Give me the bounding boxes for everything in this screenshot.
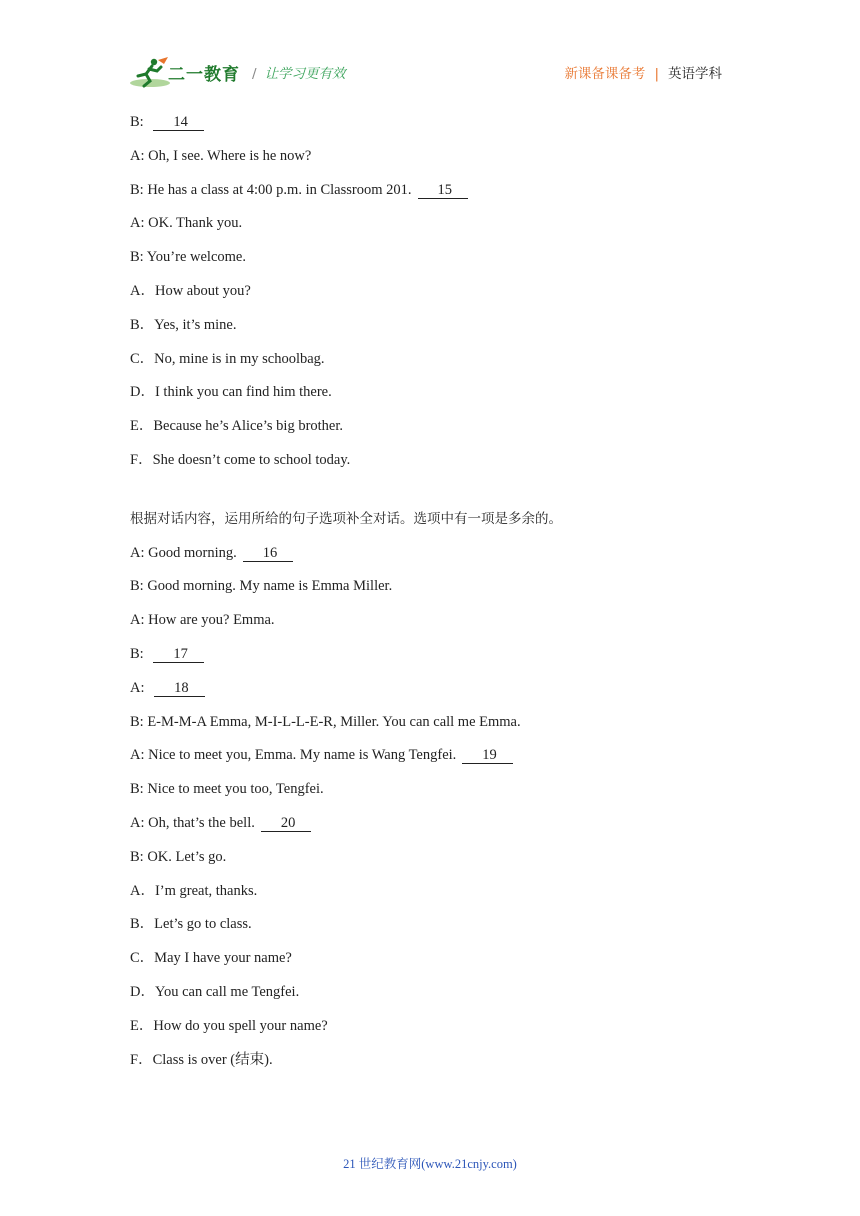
speaker-prefix: B: xyxy=(130,645,148,662)
dialog-line xyxy=(130,178,750,212)
option-item: B．Yes, it’s mine. xyxy=(130,316,237,333)
answer-blank: 16 xyxy=(243,545,294,562)
option-item: B．Let’s go to class. xyxy=(130,916,252,933)
answer-blank: 15 xyxy=(418,182,469,199)
dialog-text: A: Oh, that’s the bell. xyxy=(130,814,255,831)
answer-blank: 20 xyxy=(261,815,312,832)
option-item: C．No, mine is in my schoolbag. xyxy=(130,350,325,367)
dialog-line: B: You’re welcome. xyxy=(130,249,246,266)
header-separator: | xyxy=(654,66,659,82)
answer-blank: 19 xyxy=(462,747,513,764)
header-subject: 英语学科 xyxy=(668,66,722,82)
worksheet-content xyxy=(130,110,750,1081)
dialog-line: A: OK. Thank you. xyxy=(130,215,243,232)
dialog-line: A: How are you? Emma. xyxy=(130,612,275,629)
dialog-line xyxy=(130,811,750,845)
speaker-prefix: B: xyxy=(130,114,148,130)
dialog-line: B: E-M-M-A Emma, M-I-L-L-E-R, Miller. You can call me Emma. xyxy=(130,713,521,730)
dialog-line xyxy=(130,541,750,575)
dialog-text: A: Nice to meet you, Emma. My name is Wang Tengfei. xyxy=(130,747,457,764)
dialog-line xyxy=(130,110,750,144)
dialog-line: A: Oh, I see. Where is he now? xyxy=(130,147,312,164)
header-course-title: 新课备课备考 xyxy=(564,66,646,82)
dialog-line xyxy=(130,676,750,710)
header-right xyxy=(564,62,722,82)
option-item: D．I think you can find him there. xyxy=(130,384,332,401)
section-instruction: 根据对话内容，运用所给的句子选项补全对话。选项中有一项是多余的。 xyxy=(130,510,562,527)
option-item: F．Class is over (结束). xyxy=(130,1051,273,1068)
option-item: E．How do you spell your name? xyxy=(130,1017,328,1034)
option-item: C．May I have your name? xyxy=(130,950,292,967)
slogan-slash: / xyxy=(252,66,257,82)
answer-blank: 17 xyxy=(153,646,204,663)
option-item: F．She doesn’t come to school today. xyxy=(130,451,351,468)
dialog-line xyxy=(130,743,750,777)
dialog-line: B: Good morning. My name is Emma Miller. xyxy=(130,578,393,595)
dialog-line: B: Nice to meet you too, Tengfei. xyxy=(130,781,324,798)
logo-text: 二一教育 xyxy=(168,65,240,85)
page-header xyxy=(0,0,860,100)
option-item: A．I’m great, thanks. xyxy=(130,882,258,899)
dialog-text: B: He has a class at 4:00 p.m. in Classroom 201. xyxy=(130,181,412,198)
answer-blank: 14 xyxy=(153,114,204,131)
slogan-text: 让学习更有效 xyxy=(264,66,346,82)
option-item: E．Because he’s Alice’s big brother. xyxy=(130,418,344,435)
speaker-prefix: A: xyxy=(130,679,149,696)
answer-blank: 18 xyxy=(154,680,205,697)
site-logo xyxy=(128,56,240,90)
option-item: A．How about you? xyxy=(130,282,251,299)
option-item: D．You can call me Tengfei. xyxy=(130,983,300,1000)
dialog-line: B: OK. Let’s go. xyxy=(130,848,227,865)
runner-logo-icon xyxy=(128,56,172,90)
page-footer[interactable]: 21 世纪教育网(www.21cnjy.com) xyxy=(343,1157,517,1171)
dialog-line xyxy=(130,642,750,676)
dialog-text: A: Good morning. xyxy=(130,544,237,561)
slogan xyxy=(252,62,346,82)
